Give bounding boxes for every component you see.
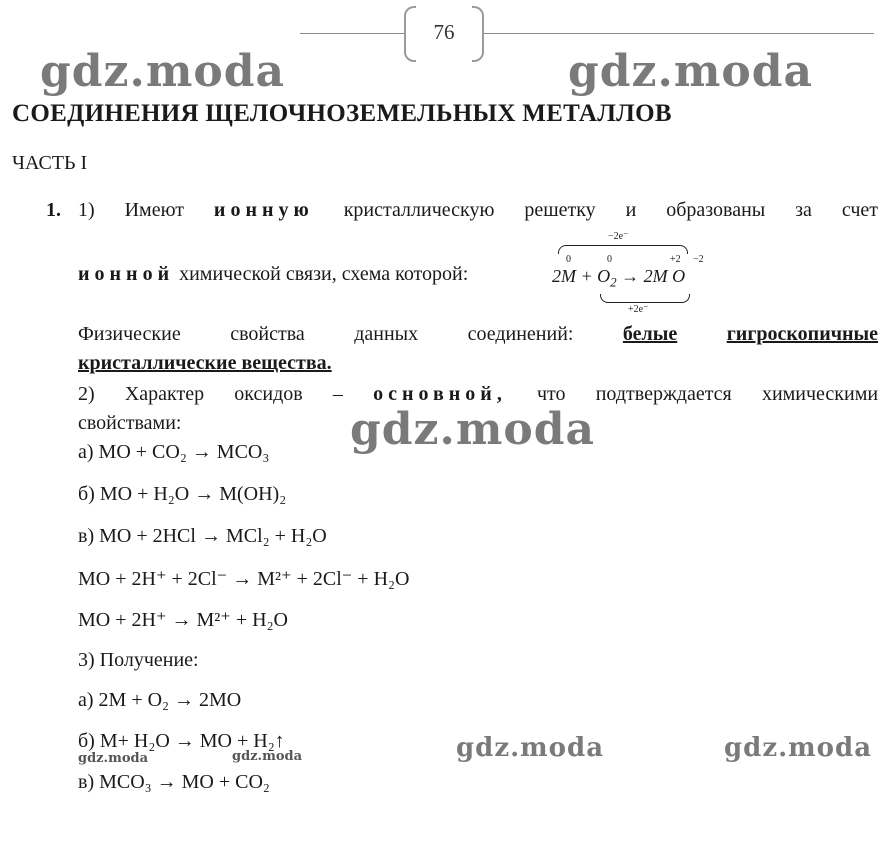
word: –: [332, 383, 343, 405]
ionic-full-equation: MO + 2H⁺ + 2Cl⁻ → M²⁺ + 2Cl⁻ + H₂O: [78, 568, 410, 590]
word: химическими: [761, 383, 879, 405]
brace-bottom: [600, 294, 690, 303]
physical-properties-line-2: кристаллические вещества.: [78, 352, 332, 374]
page-title: СОЕДИНЕНИЯ ЩЕЛОЧНОЗЕМЕЛЬНЫХ МЕТАЛЛОВ: [12, 100, 672, 127]
word: Физические: [78, 323, 181, 345]
watermark: gdz.moda: [724, 733, 873, 763]
task-number: 1.: [46, 199, 61, 221]
brace-top: [558, 245, 688, 254]
word: свойства: [230, 323, 305, 345]
word: что: [536, 383, 566, 405]
reaction-a: а) MO + CO₂ → MCO₃: [78, 441, 270, 463]
watermark: gdz.moda: [456, 733, 605, 763]
ox-state: 0: [607, 254, 612, 265]
ox-state: +2: [670, 254, 681, 265]
word: и: [625, 199, 637, 221]
electrons-bottom-label: +2e⁻: [628, 304, 649, 315]
word: счет: [841, 199, 879, 221]
reaction-v: в) MO + 2HCl → MCl₂ + H₂O: [78, 525, 327, 547]
physical-properties-line-1: [78, 323, 878, 346]
bold-term: ионную: [213, 199, 314, 221]
watermark: gdz.moda: [40, 46, 286, 97]
word: кристаллическую: [343, 199, 495, 221]
scheme-formula: [552, 266, 685, 291]
word: за: [795, 199, 812, 221]
preparation-v: в) MCO₃ → MO + CO₂: [78, 771, 270, 793]
word: подтверждается: [595, 383, 732, 405]
header-rule-right: [484, 33, 874, 34]
ionic-short-equation: MO + 2H⁺ → M²⁺ + H₂O: [78, 609, 288, 631]
task-line-1: [78, 199, 878, 222]
watermark: gdz.moda: [78, 751, 149, 766]
watermark: gdz.moda: [232, 749, 303, 764]
electrons-top-label: −2e⁻: [608, 231, 629, 242]
page-number: 76: [433, 20, 455, 44]
formula-left: 2M + O: [552, 266, 611, 286]
word: решетку: [524, 199, 596, 221]
word: соединений:: [467, 323, 574, 345]
part-label: ЧАСТЬ I: [12, 152, 88, 174]
properties-label: свойствами:: [78, 412, 182, 434]
task-line-2: [78, 263, 468, 286]
word: данных: [354, 323, 419, 345]
line-text: химической связи, схема которой:: [174, 263, 469, 285]
formula-right: 2M O: [643, 266, 686, 286]
watermark: gdz.moda: [350, 404, 596, 455]
word: 1): [78, 199, 95, 221]
answer-word: белые: [622, 323, 678, 345]
preparation-a: а) 2M + O₂ → 2MO: [78, 689, 242, 711]
arrow: →: [621, 266, 640, 286]
preparation-title: 3) Получение:: [78, 649, 199, 671]
answer-word: гигроскопичные: [726, 323, 879, 345]
ox-state: 0: [566, 254, 571, 265]
word: Имеют: [124, 199, 184, 221]
bold-term: основной,: [373, 383, 507, 405]
ox-state: −2: [693, 254, 704, 265]
preparation-b: б) M+ H₂O → MO + H₂↑: [78, 730, 285, 752]
watermark: gdz.moda: [568, 46, 814, 97]
page-number-frame: [404, 6, 484, 60]
word: образованы: [666, 199, 766, 221]
electron-transfer-scheme: [550, 228, 720, 318]
header-rule-left: [300, 33, 404, 34]
bold-term: ионной: [78, 263, 175, 285]
oxide-character-line: [78, 383, 878, 406]
word: Характер: [124, 383, 205, 405]
word: оксидов: [234, 383, 303, 405]
word: 2): [78, 383, 95, 405]
o2-subscript: 2: [610, 274, 617, 290]
reaction-b: б) MO + H₂O → M(OH)₂: [78, 483, 287, 505]
